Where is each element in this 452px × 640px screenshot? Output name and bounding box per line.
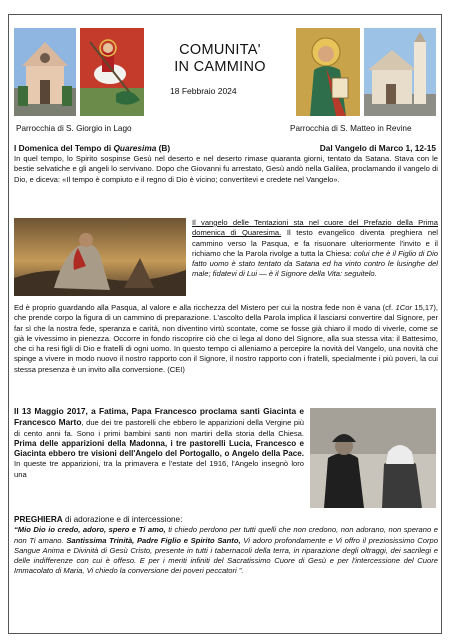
title-line-1: COMUNITA' (179, 42, 261, 58)
parish-san-matteo-label: Parrocchia di S. Matteo in Revine (290, 124, 412, 133)
prayer-heading (14, 515, 438, 525)
commentary-paragraph (14, 303, 438, 375)
prayer-line-d: Vi adoro profondamente e Vi offro il preziosissimo Corpo Sangue Anima e Divinità di Gesù Cristo, presente in tutti i tabernacoli della terra, in riparazione degli oltraggi, dei sacrilegi e delle indifferenze con cui è offeso. E per i meriti infiniti del Sacratissimo Cuore di Gesù e per l'intercessione del Cuore Immacolato di Maria, Vi chiedo la conversione dei poveri peccatori ”. (14, 535, 438, 576)
prayer-heading-rest: di adorazione e di intercessione: (62, 515, 183, 524)
sunday-season: Quaresima (113, 143, 157, 153)
parish-san-giorgio-label: Parrocchia di S. Giorgio in Lago (16, 124, 132, 133)
prayer-heading-bold: PREGHIERA (14, 515, 63, 524)
saint-matthew-icon-painting (296, 28, 360, 116)
temptation-of-christ-painting (14, 218, 186, 296)
commentary-italic: colui che è il Figlio di Dio fatto uomo è stato tentato da Satana ed ha vinto contro le lusinghe del male; fidatevi di Lui — è il Signore della Vita: seguitelo. (192, 248, 438, 279)
fatima-paragraph (14, 406, 304, 480)
church-san-matteo-photo (364, 28, 436, 116)
commentary-p2-ref: 1Cor (395, 303, 412, 312)
prayer-section (14, 515, 438, 577)
prayer-line-a: “Mio Dio io credo, adoro, spero e Ti amo, (14, 525, 166, 535)
sunday-prefix: I Domenica del Tempo di (14, 143, 114, 153)
prayer-line-b: ti chiedo perdono per tutti quelli che non credono, non adorano, non sperano e non Ti amano. (14, 525, 438, 545)
commentary-p2-a: Ed è proprio guardando alla Pasqua, al valore e alla ricchezza del Mistero per cui la nostra fede non è vana (cf. (14, 303, 396, 312)
sunday-year: (B) (156, 143, 171, 153)
commentary-intro (192, 218, 438, 280)
prayer-text (14, 525, 438, 576)
commentary-heading: Il vangelo delle Tentazioni sta nel cuore del Prefazio della Prima domenica di Quaresima. (192, 218, 438, 238)
issue-date: 18 Febbraio 2024 (170, 86, 237, 96)
title-line-2: IN CAMMINO (174, 59, 266, 75)
fatima-intro: Il 13 Maggio 2017, a Fatima, Papa Francesco proclama santi Giacinta e Francesco Marto (14, 406, 304, 428)
fatima-bold: Prima delle apparizioni della Madonna, i tre pastorelli Lucia, Francesco e Giacinta ebbero tre visioni dell'Angelo del Portogallo, o Angelo della Pace. (14, 438, 304, 459)
fatima-text-c: In queste tre apparizioni, tra la primavera e l'estate del 1916, l'Angelo insegnò loro una (14, 459, 304, 479)
commentary-p2-b: 15,17), che prende corpo la figura di un cammino di preparazione. L'ascolto della Parola implica il lasciarsi convertire dal Signore, per far sì che la nostra fede, speranza e carità, non diventino virtù scontate, come se fosse già chiaro il modo di viverle, come se già le vivessimo in pienezza. Occorre in fondo riscoprire ciò che ci lega al dono del Signore, alla sua stessa vita: il Battesimo, che ci ha resi figli di Dio e fratelli di ogni uomo. In questo tempo ci alleniamo a percepire la novità del Vangelo, una novità che spinge a vivere in modo nuovo il nostro rapporto con il Signore, il nostro rapporto con i fratelli, specialmente i più poveri, la cui stessa presenza è un invito alla conversione. (CEI) (14, 303, 439, 374)
saint-george-painting (80, 28, 144, 116)
prayer-line-c: Santissima Trinità, Padre Figlio e Spirito Santo, (66, 535, 241, 545)
fatima-text-a: , due dei tre pastorelli che ebbero le apparizioni della Vergine più di cento anni fa. Sono i primi bambini santi non martiri della storia della Chiesa. (14, 418, 304, 438)
fatima-shepherd-children-photo (310, 408, 436, 508)
newsletter-title (150, 42, 290, 76)
gospel-text: In quel tempo, lo Spirito sospinse Gesù nel deserto e nel deserto rimase quaranta giorni, tentato da Satana. Stava con le bestie selvatiche e gli angeli lo servivano. Dopo che Giovanni fu arrestato, Gesù andò nella Galilea, proclamando il vangelo di Dio, e diceva: «Il tempo è compiuto e il regno di Dio è vicino; convertitevi e credete nel Vangelo». (14, 154, 438, 184)
commentary-text: Il testo evangelico diventa preghiera nel cammino verso la Pasqua, e fa risuonare ulteriormente l'invito e il richiamo che la Parola rivolge a tutta la Chiesa: (192, 228, 438, 258)
church-san-giorgio-photo (14, 28, 76, 116)
gospel-reference: Dal Vangelo di Marco 1, 12-15 (319, 143, 436, 153)
sunday-title (14, 143, 170, 153)
